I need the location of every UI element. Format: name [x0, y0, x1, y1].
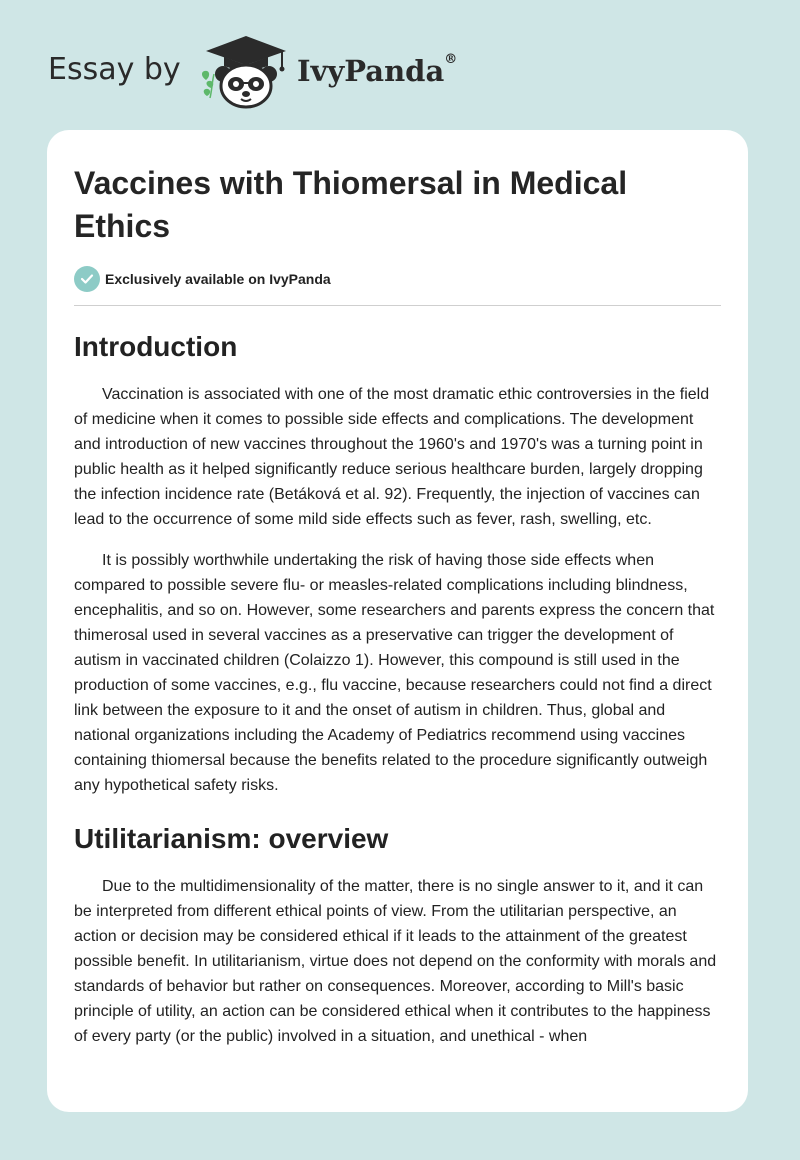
- article-card: [47, 130, 748, 1112]
- check-icon: [74, 266, 100, 292]
- exclusive-badge-label: Exclusively available on IvyPanda: [105, 271, 331, 287]
- exclusive-badge: [74, 266, 721, 292]
- registered-mark: ®: [444, 52, 458, 67]
- paragraph: It is possibly worthwhile undertaking the risk of having those side effects when compared to possible severe flu- or measles-related complications including blindness, encephalitis, and so on. However, some researchers and parents express the concern that thimerosal used in several vaccines as a preservative can trigger the development of autism in vaccinated children (Colaizzo 1). However, this compound is still used in the production of some vaccines, e.g., flu vaccine, because researchers could not find a direct link between the exposure to it and the onset of autism in children. Thus, global and national organizations including the Academy of Pediatrics recommend using vaccines containing thiomersal because the benefits related to the procedure significantly outweigh any hypothetical safety risks.: [74, 552, 715, 794]
- section-heading-utilitarianism: Utilitarianism: overview: [74, 823, 389, 854]
- brand-name[interactable]: IvyPanda®: [297, 52, 458, 88]
- paragraph: Vaccination is associated with one of the most dramatic ethic controversies in the field of medicine when it comes to possible side effects and complications. The development and introduction of new vaccines throughout the 1960's and 1970's was a turning point in public health as it helped significantly reduce serious healthcare burden, largely dropping the infection incidence rate (Betáková et al. 92). Frequently, the injection of vaccines can lead to the occurrence of some mild side effects such as fever, rash, swelling, etc.: [74, 386, 710, 528]
- ivypanda-logo-icon[interactable]: [198, 34, 294, 110]
- site-header: [0, 0, 800, 130]
- essay-by-label: Essay by: [48, 52, 181, 87]
- title-divider: [74, 305, 721, 306]
- paragraph: Due to the multidimensionality of the matter, there is no single answer to it, and it can be interpreted from different ethical points of view. From the utilitarian perspective, an action or decision may be considered ethical if it leads to the attainment of the greatest possible benefit. In utilitarianism, virtue does not depend on the conformity with morals and standards of behavior but rather on consequences. Moreover, according to Mill's basic principle of utility, an action can be considered ethical when it contributes to the happiness of every party (or the public) involved in a situation, and unethical - when: [74, 878, 717, 1045]
- article-title: Vaccines with Thiomersal in Medical Ethics: [74, 165, 628, 244]
- section-heading-introduction: Introduction: [74, 331, 238, 362]
